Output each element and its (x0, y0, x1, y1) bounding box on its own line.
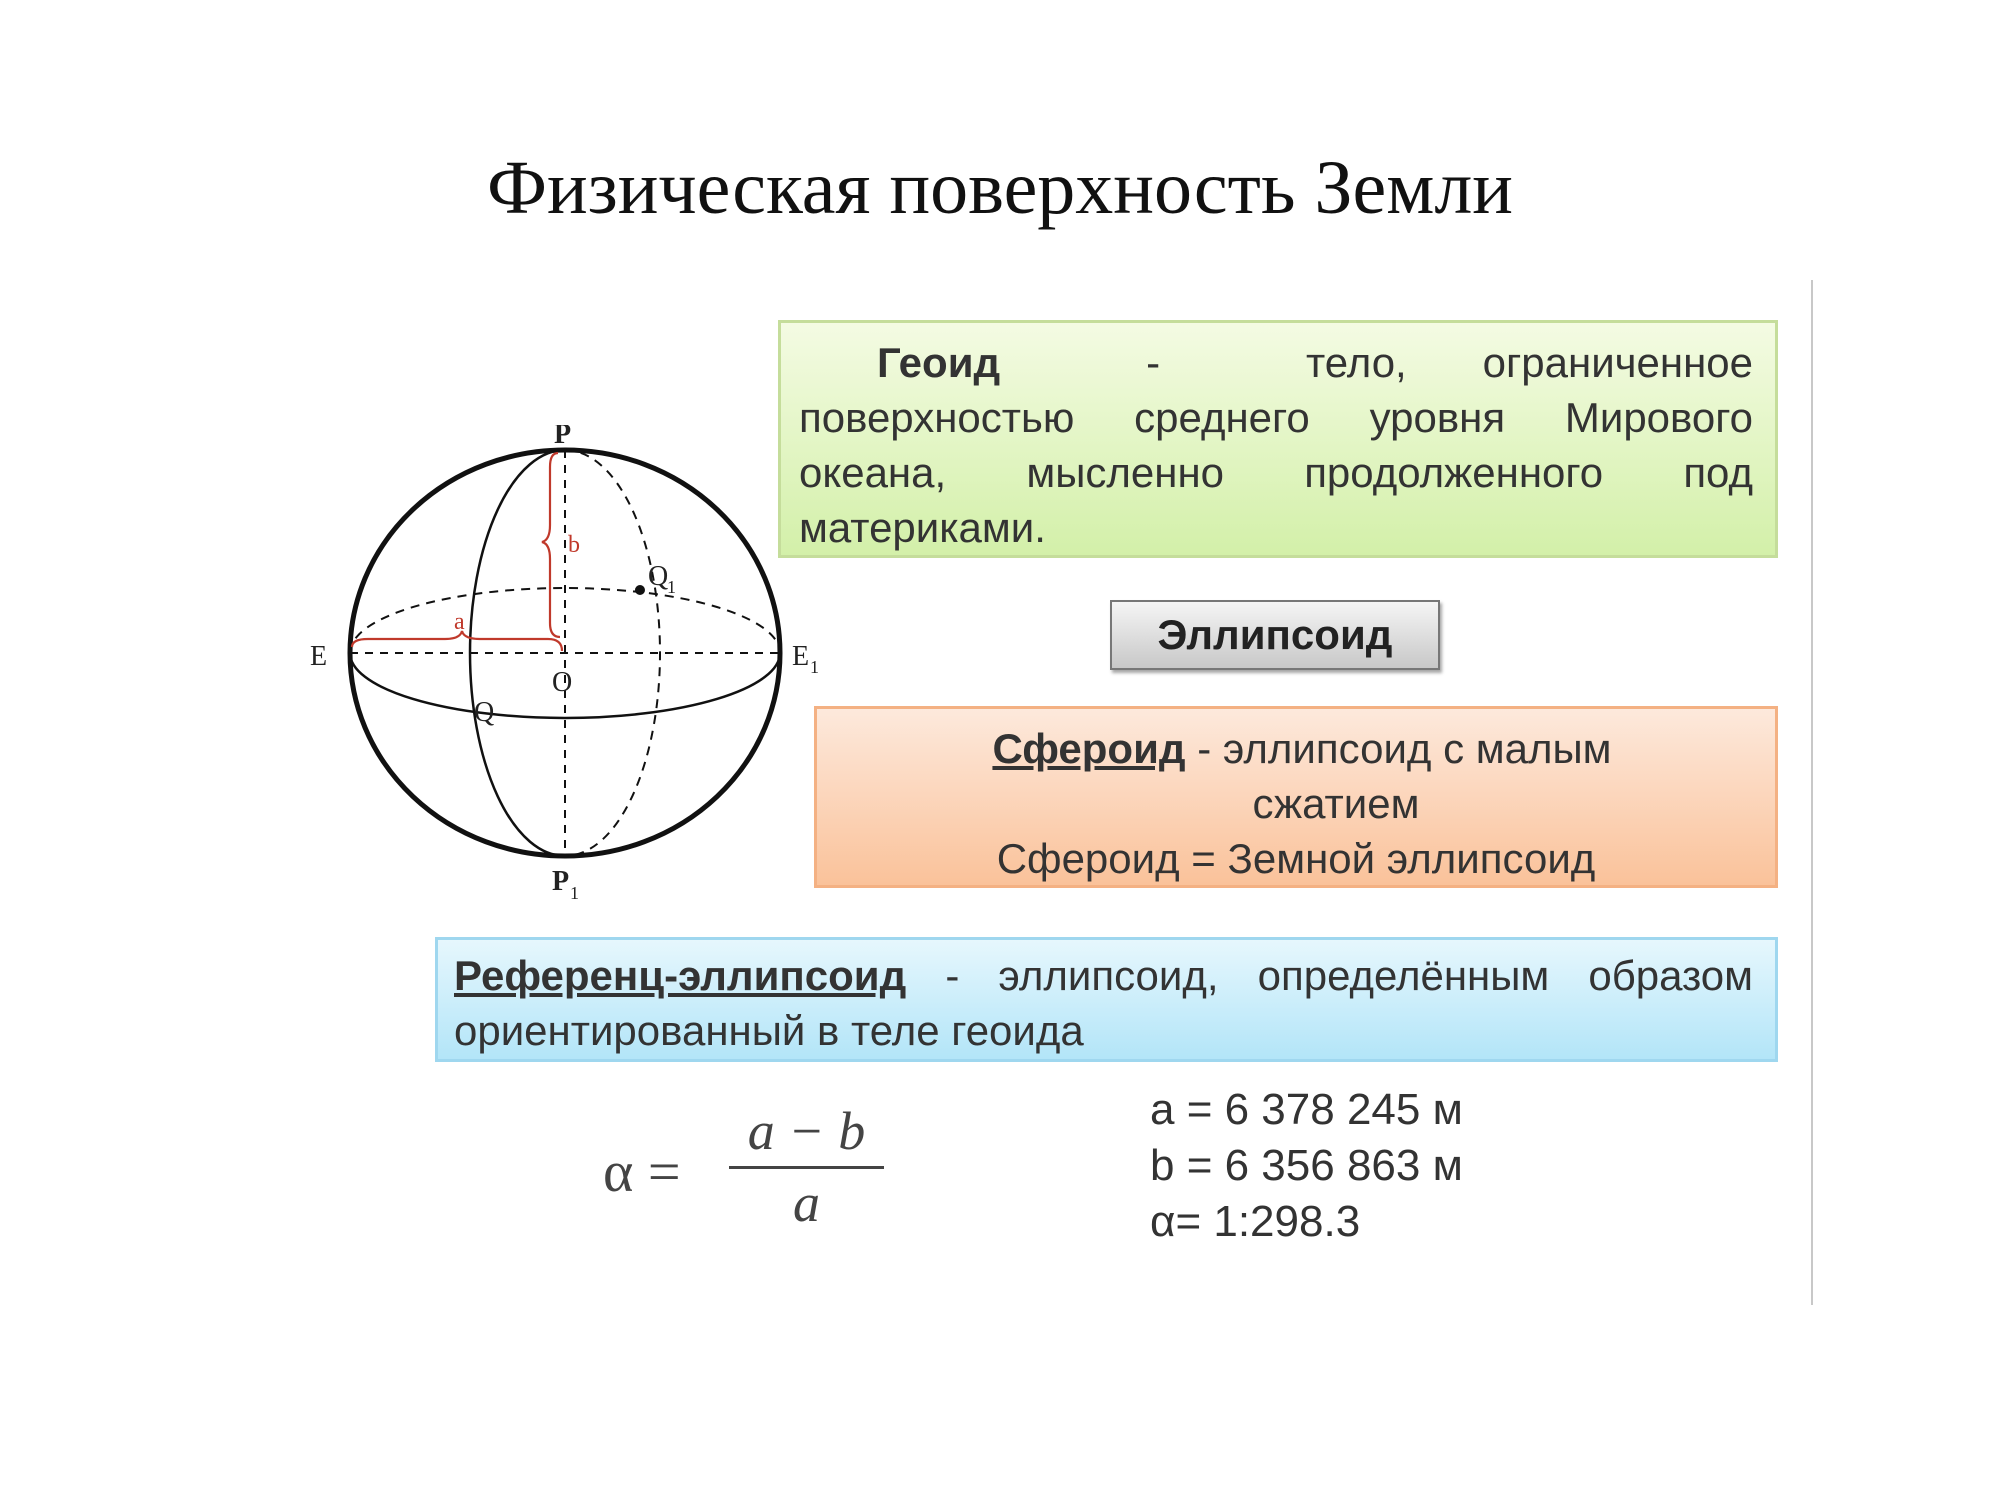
formula-numerator: a − b (747, 1101, 866, 1161)
label-o: O (552, 667, 573, 698)
spheroid-definition-box (814, 706, 1778, 888)
param-a: a = 6 378 245 м (1150, 1085, 1463, 1134)
geoid-text: тело, ограниченное поверхностью среднего уровня Мирового океана, мысленно продолженного под материками. (799, 339, 1754, 551)
label-a: a (454, 609, 465, 635)
spheroid-term: Сфероид (992, 725, 1186, 772)
spheroid-line-1 (827, 721, 1765, 776)
ellipsoid-parameters (1150, 1082, 1463, 1250)
semi-axis-b-brace (542, 453, 560, 637)
label-q1-sub: 1 (667, 577, 676, 597)
flattening-formula (603, 1100, 893, 1240)
label-e: E (310, 641, 328, 672)
param-alpha: α= 1:298.3 (1150, 1197, 1361, 1246)
label-b: b (568, 532, 580, 558)
geoid-definition-box (778, 320, 1778, 558)
spheroid-line1-rest: - эллипсоид с малым (1185, 725, 1612, 772)
reference-text: - эллипсоид, определённым образом ориентированный в теле геоида (454, 952, 1754, 1054)
label-p1-sub: 1 (570, 883, 579, 903)
reference-term: Референц-эллипсоид (454, 952, 907, 999)
ellipsoid-diagram (290, 425, 850, 905)
vertical-divider (1811, 280, 1813, 1305)
reference-ellipsoid-box (435, 937, 1778, 1062)
formula-fraction (729, 1100, 884, 1233)
spheroid-line-3: Сфероид = Земной эллипсоид (996, 835, 1596, 882)
formula-denominator: a (793, 1173, 820, 1233)
geoid-term: Геоид (877, 339, 1001, 386)
label-p1: P (552, 866, 570, 897)
formula-lhs: α = (603, 1139, 681, 1204)
slide-title: Физическая поверхность Земли (487, 146, 1513, 230)
label-q: Q (474, 697, 495, 728)
point-q1 (635, 585, 645, 595)
spheroid-line-2: сжатием (1252, 780, 1420, 827)
ellipsoid-button[interactable]: Эллипсоид (1110, 600, 1440, 670)
fraction-bar (729, 1166, 884, 1169)
geoid-dash: - (1146, 339, 1161, 386)
label-p: P (554, 425, 572, 450)
label-e1: E (792, 641, 810, 672)
label-q1: Q (648, 561, 669, 592)
label-e1-sub: 1 (810, 657, 819, 677)
param-b: b = 6 356 863 м (1150, 1141, 1463, 1190)
